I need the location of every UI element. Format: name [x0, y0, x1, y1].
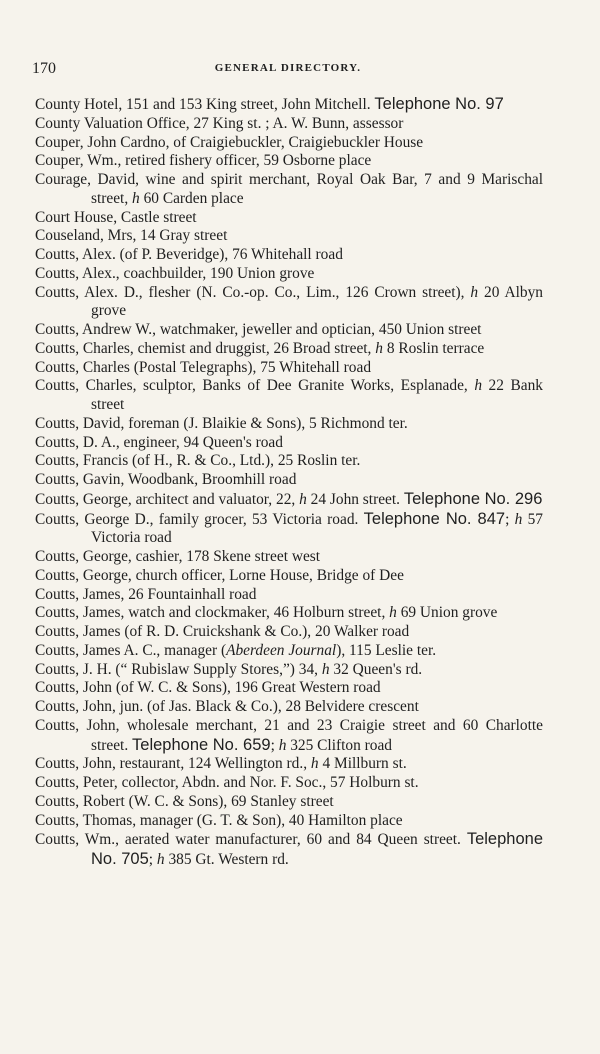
- page-number: 170: [32, 60, 56, 77]
- directory-entry: [35, 717, 543, 756]
- entry-text: Coutts, David, foreman (J. Blaikie & Sons), 5 Richmond ter.: [35, 414, 408, 432]
- directory-entry: [35, 209, 543, 228]
- directory-entry: [35, 377, 543, 415]
- entry-text: 32 Queen's rd.: [329, 660, 423, 678]
- entry-text: Coutts, D. A., engineer, 94 Queen's road: [35, 433, 283, 451]
- directory-entry: [35, 284, 543, 322]
- home-marker: h: [156, 851, 165, 868]
- running-title: GENERAL DIRECTORY.: [214, 62, 362, 74]
- entry-text: Couper, Wm., retired fishery officer, 59 Osborne place: [35, 152, 372, 170]
- directory-entry: [35, 812, 543, 831]
- home-marker: h: [375, 339, 383, 357]
- entry-text: 57 Victoria road: [91, 510, 544, 547]
- directory-entry: [35, 793, 543, 812]
- publication-name: Aberdeen Journal: [226, 641, 337, 659]
- entry-text: 20 Albyn grove: [91, 283, 544, 320]
- entry-text: Coutts, John, jun. (of Jas. Black & Co.), 28 Belvidere crescent: [35, 698, 419, 715]
- entry-text: 69 Union grove: [396, 604, 498, 622]
- home-marker: h: [132, 189, 140, 207]
- directory-entry: [35, 830, 543, 870]
- directory-entry: [35, 679, 543, 698]
- entry-text: 60 Carden place: [139, 189, 244, 207]
- entry-text: Coutts, George, church officer, Lorne House, Bridge of Dee: [35, 566, 404, 584]
- entry-text: Coutts, Peter, collector, Abdn. and Nor. F. Soc., 57 Holburn st.: [35, 774, 419, 791]
- directory-entry: [35, 604, 543, 623]
- entry-text: Coutts, Alex. (of P. Beveridge), 76 Whitehall road: [35, 246, 343, 263]
- entry-text: Coutts, Gavin, Woodbank, Broomhill road: [35, 471, 297, 488]
- entry-text: Coutts, Andrew W., watchmaker, jeweller and optician, 450 Union street: [35, 321, 482, 338]
- directory-entry: [35, 471, 543, 490]
- entry-text: Couseland, Mrs, 14 Gray street: [35, 227, 228, 245]
- telephone-number: Telephone No. 705: [91, 830, 543, 868]
- home-marker: h: [514, 510, 523, 528]
- directory-entry: [35, 623, 543, 642]
- home-marker: h: [389, 604, 397, 622]
- entry-text: Coutts, Wm., aerated water manufacturer, 60 and 84 Queen street.: [35, 831, 467, 849]
- entry-text: Coutts, Alex., coachbuilder, 190 Union grove: [35, 264, 315, 282]
- entry-text: Coutts, Charles, sculptor, Banks of Dee Granite Works, Esplanade,: [35, 377, 475, 395]
- entry-text: Coutts, George D., family grocer, 53 Victoria road.: [35, 510, 364, 528]
- directory-entry: [35, 586, 543, 605]
- entry-text: ;: [148, 851, 157, 868]
- directory-entry: [35, 774, 543, 793]
- directory-entry: [35, 698, 543, 717]
- telephone-number: Telephone No. 847: [363, 509, 506, 528]
- page-header: [32, 60, 544, 80]
- directory-entries: [35, 95, 543, 870]
- directory-entry: [35, 359, 543, 378]
- directory-entry: [35, 134, 543, 153]
- directory-entry: [35, 642, 543, 661]
- directory-entry: [35, 490, 543, 510]
- directory-entry: [35, 755, 543, 774]
- directory-entry: [35, 340, 543, 359]
- entry-text: Coutts, James, watch and clockmaker, 46 Holburn street,: [35, 604, 390, 622]
- entry-text: County Hotel, 151 and 153 King street, John Mitchell.: [35, 96, 375, 113]
- entry-text: Coutts, George, cashier, 178 Skene street west: [35, 548, 321, 565]
- directory-entry: [35, 452, 543, 471]
- entry-text: 8 Roslin terrace: [382, 339, 485, 357]
- entry-text: Coutts, James A. C., manager (: [35, 641, 227, 659]
- entry-text: ;: [270, 736, 279, 754]
- entry-text: Coutts, Robert (W. C. & Sons), 69 Stanley street: [35, 792, 334, 810]
- directory-entry: [35, 171, 543, 209]
- entry-text: 4 Millburn st.: [318, 755, 407, 773]
- directory-entry: [35, 661, 543, 680]
- directory-entry: [35, 548, 543, 567]
- home-marker: h: [299, 490, 307, 508]
- entry-text: 385 Gt. Western rd.: [164, 851, 289, 868]
- directory-entry: [35, 115, 543, 134]
- entry-text: Coutts, John, restaurant, 124 Wellington rd.,: [35, 755, 311, 773]
- entry-text: 325 Clifton road: [286, 736, 392, 754]
- directory-entry: [35, 246, 543, 265]
- home-marker: h: [470, 283, 479, 301]
- entry-text: Coutts, James (of R. D. Cruickshank & Co.), 20 Walker road: [35, 623, 410, 640]
- directory-entry: [35, 152, 543, 171]
- telephone-number: Telephone No. 659: [132, 735, 271, 754]
- directory-entry: [35, 321, 543, 340]
- entry-text: 24 John street.: [306, 490, 404, 508]
- entry-text: Coutts, Charles (Postal Telegraphs), 75 Whitehall road: [35, 358, 372, 376]
- home-marker: h: [278, 736, 287, 754]
- entry-text: Court House, Castle street: [35, 208, 197, 226]
- entry-text: Coutts, John, wholesale merchant, 21 and 23 Craigie street and 60 Charlotte street.: [35, 716, 543, 754]
- entry-text: Coutts, Thomas, manager (G. T. & Son), 40 Hamilton place: [35, 811, 403, 829]
- directory-entry: [35, 510, 543, 549]
- directory-entry: [35, 227, 543, 246]
- entry-text: Coutts, George, architect and valuator, 22,: [35, 490, 300, 508]
- entry-text: 22 Bank street: [91, 377, 543, 413]
- entry-text: Coutts, Alex. D., flesher (N. Co.-op. Co., Lim., 126 Crown street),: [35, 283, 471, 301]
- telephone-number: Telephone No. 97: [374, 95, 504, 113]
- entry-text: Coutts, James, 26 Fountainhall road: [35, 585, 257, 603]
- home-marker: h: [321, 660, 330, 678]
- entry-text: Coutts, J. H. (“ Rubislaw Supply Stores,”) 34,: [35, 660, 322, 678]
- entry-text: Couper, John Cardno, of Craigiebuckler, Craigiebuckler House: [35, 133, 424, 151]
- telephone-number: Telephone No. 296: [403, 489, 543, 508]
- entry-text: County Valuation Office, 27 King st. ; A. W. Bunn, assessor: [35, 114, 404, 132]
- entry-text: Coutts, Francis (of H., R. & Co., Ltd.), 25 Roslin ter.: [35, 452, 361, 470]
- entry-text: ;: [505, 510, 515, 528]
- directory-entry: [35, 95, 543, 115]
- entry-text: Courage, David, wine and spirit merchant, Royal Oak Bar, 7 and 9 Marischal street,: [35, 171, 543, 207]
- entry-text: Coutts, Charles, chemist and druggist, 26 Broad street,: [35, 339, 376, 357]
- entry-text: Coutts, John (of W. C. & Sons), 196 Great Western road: [35, 679, 381, 697]
- directory-entry: [35, 265, 543, 284]
- home-marker: h: [310, 755, 319, 773]
- entry-text: ), 115 Leslie ter.: [336, 641, 437, 659]
- directory-entry: [35, 415, 543, 434]
- home-marker: h: [474, 377, 483, 395]
- directory-entry: [35, 567, 543, 586]
- directory-entry: [35, 434, 543, 453]
